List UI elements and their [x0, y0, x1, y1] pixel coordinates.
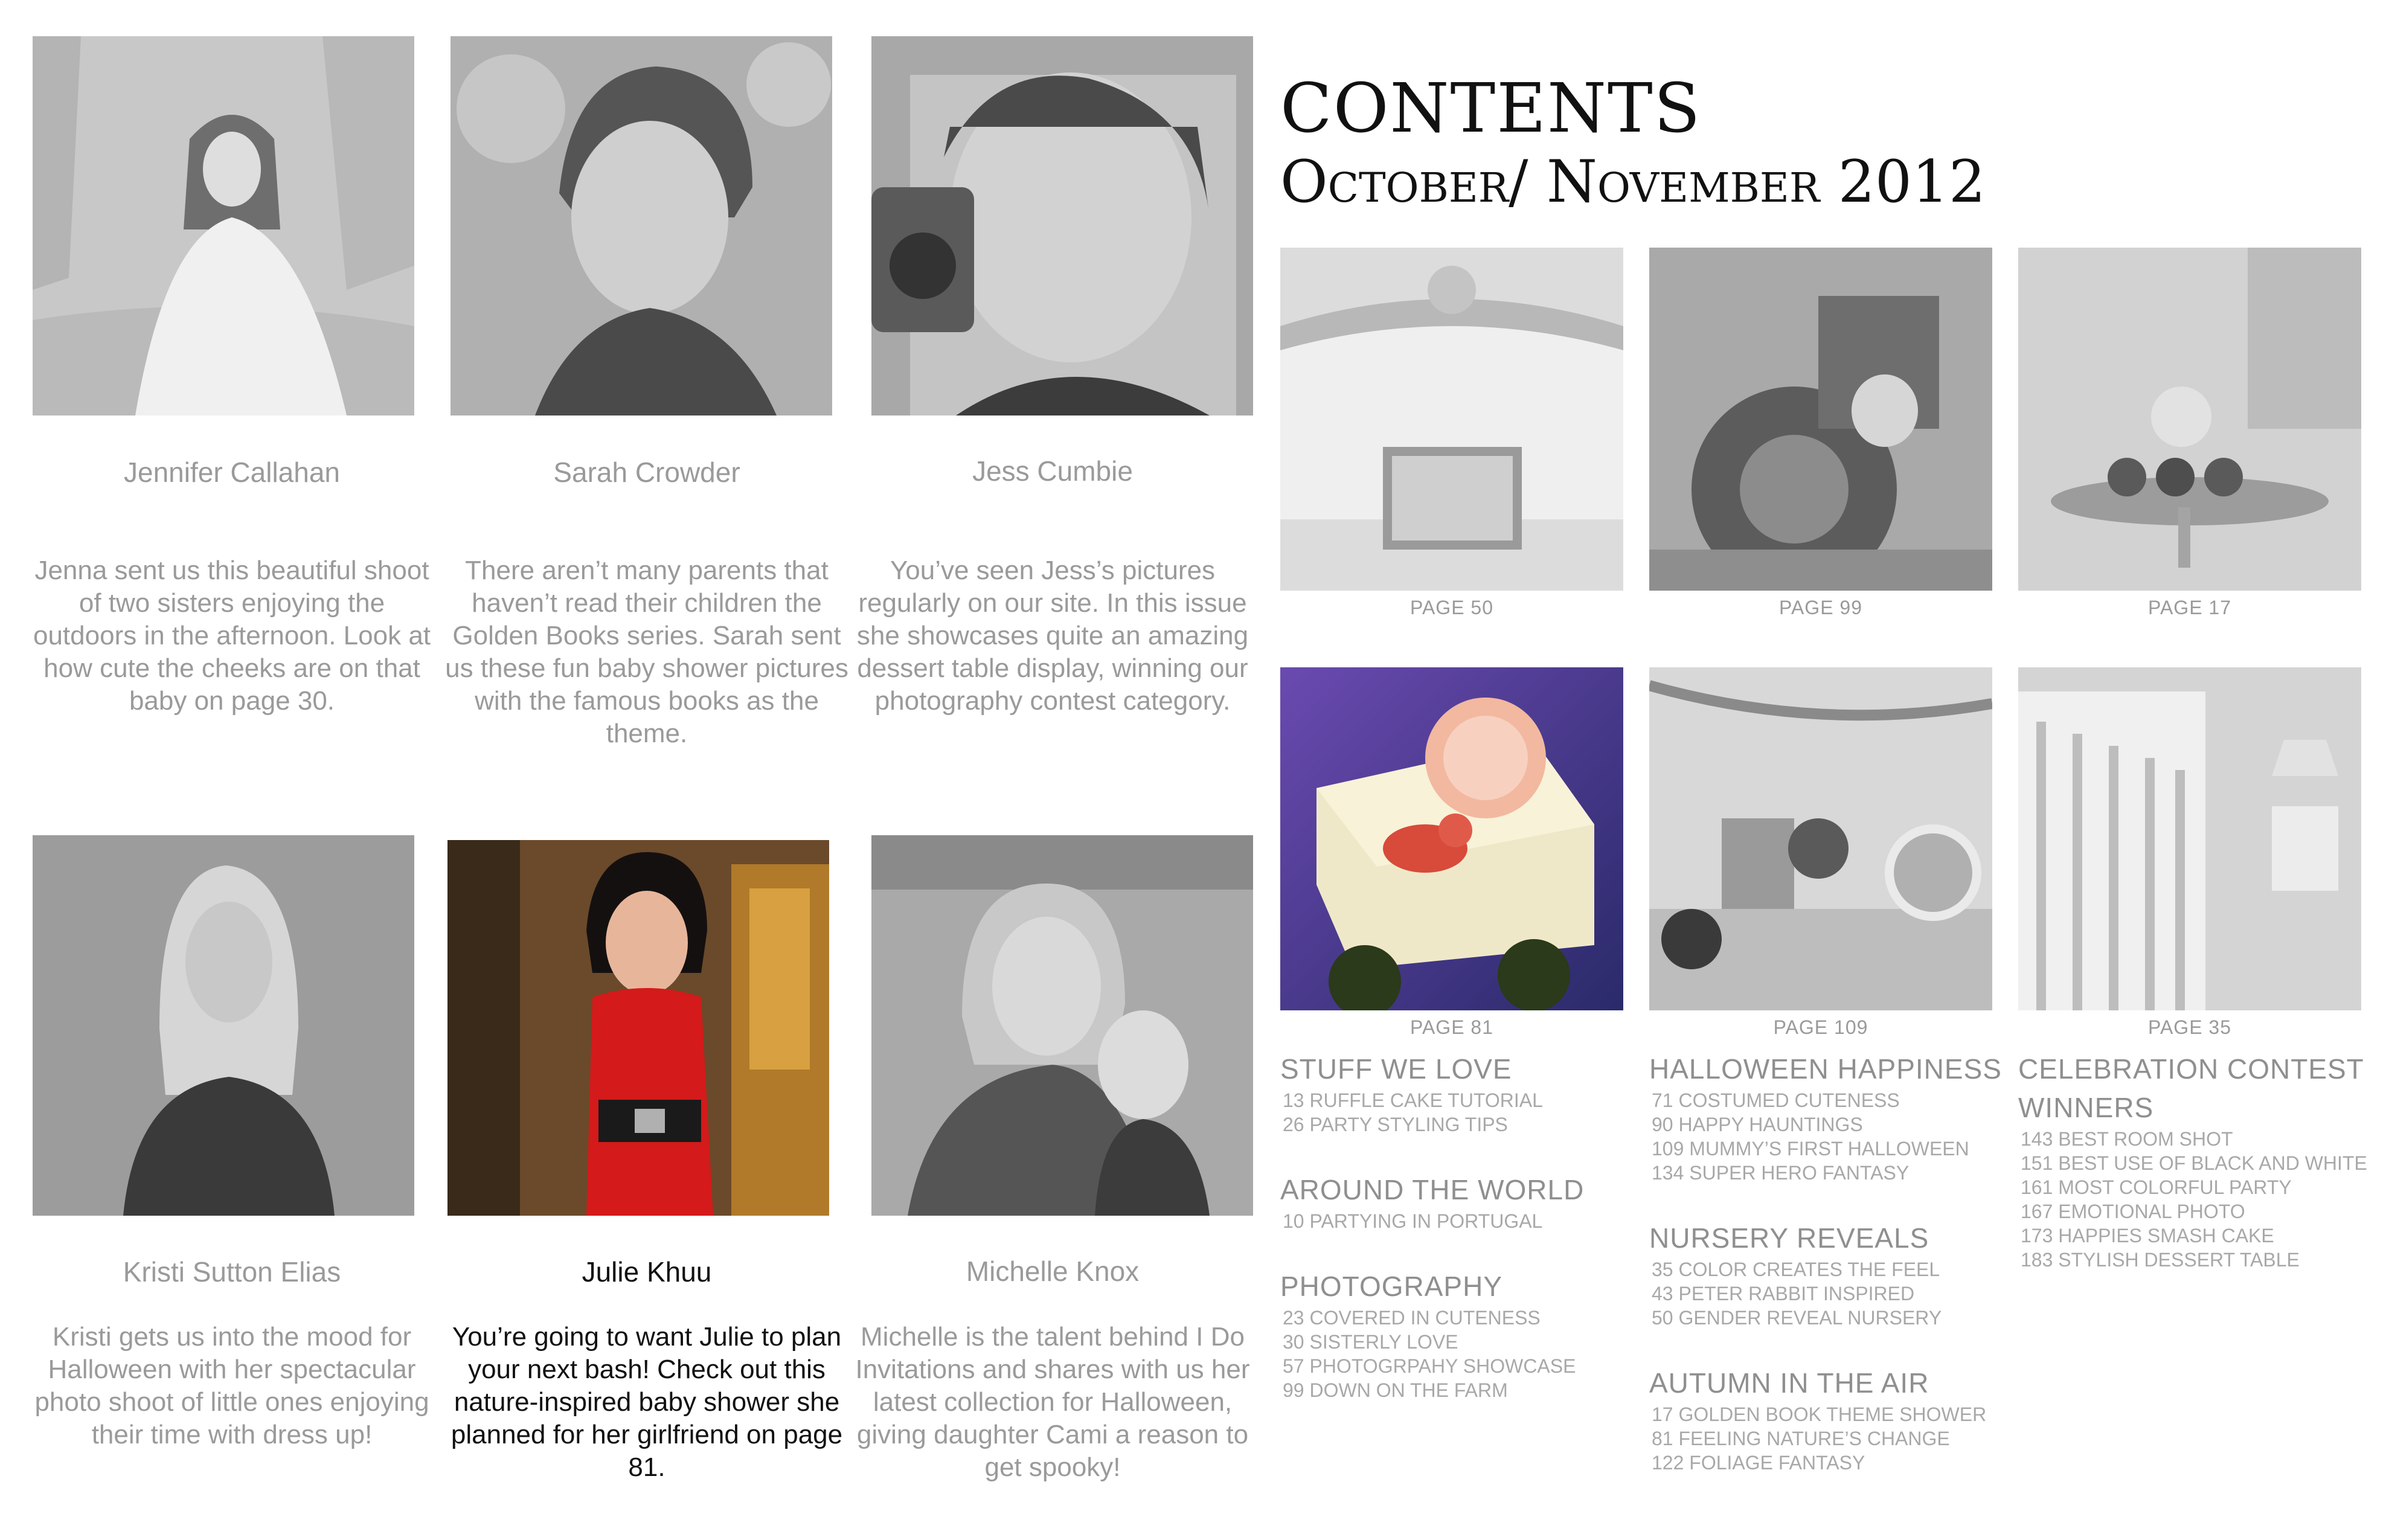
section-item: 13 RUFFLE CAKE TUTORIAL [1283, 1089, 1543, 1111]
woman-in-red-dress-photo [447, 840, 829, 1216]
mother-and-daughter-photo [871, 835, 1253, 1216]
section-item: 17 GOLDEN BOOK THEME SHOWER [1652, 1404, 1987, 1425]
contributor-name: Jennifer Callahan [123, 457, 340, 488]
contents-section [2018, 1050, 2368, 1272]
section-item: 81 FEELING NATURE’S CHANGE [1652, 1428, 1950, 1449]
contributor-bio: Kristi gets us into the mood for Halloween with her spectacular photo shoot of little ones enjoying their time with dress up! [34, 1322, 429, 1449]
contributor-bio: You’re going to want Julie to plan your next bash! Check out this nature-inspired baby shower she planned for her girlfriend on page 81. [451, 1322, 843, 1482]
page-label: PAGE 50 [1409, 597, 1494, 618]
section-item: 151 BEST USE OF BLACK AND WHITE [2021, 1152, 2367, 1174]
section-item: 161 MOST COLORFUL PARTY [2021, 1176, 2292, 1198]
contents-column-1 [1280, 1050, 1643, 1436]
cupcake-display-photo [2018, 248, 2361, 591]
contributor-name: Michelle Knox [966, 1256, 1140, 1287]
contributor-bio: Michelle is the talent behind I Do Invitations and shares with us her latest collection for Halloween, giving daughter Cami a reason to get spooky! [855, 1322, 1250, 1482]
contributor-bio: Jenna sent us this beautiful shoot of two sisters enjoying the outdoors in the afternoon. Look at how cute the cheeks are on that baby on page 30. [33, 556, 431, 716]
page-label: PAGE 109 [1773, 1016, 1868, 1038]
section-title: AUTUMN IN THE AIR [1649, 1367, 1929, 1399]
section-item: 26 PARTY STYLING TIPS [1283, 1114, 1508, 1135]
page-label: PAGE 17 [2147, 597, 2232, 618]
section-title: STUFF WE LOVE [1280, 1053, 1512, 1085]
section-item: 122 FOLIAGE FANTASY [1652, 1452, 1865, 1474]
section-item: 23 COVERED IN CUTENESS [1283, 1307, 1541, 1329]
section-item: 35 COLOR CREATES THE FEEL [1652, 1259, 1940, 1280]
contents-section [1649, 1364, 2012, 1475]
halloween-table-photo [1649, 667, 1992, 1010]
contents-section [1280, 1170, 1643, 1233]
woman-in-white-dress-photo [33, 36, 414, 415]
section-item: 134 SUPER HERO FANTASY [1652, 1162, 1910, 1184]
bird-cake-photo [1280, 667, 1623, 1010]
section-item: 109 MUMMY’S FIRST HALLOWEEN [1652, 1138, 1969, 1160]
section-item: 99 DOWN ON THE FARM [1283, 1379, 1508, 1401]
white-crib-photo [2018, 667, 2361, 1010]
contributor-name: Sarah Crowder [553, 457, 740, 488]
contents-column-3 [2018, 1050, 2368, 1306]
section-item: 57 PHOTOGRPAHY SHOWCASE [1283, 1355, 1576, 1377]
smiling-woman-portrait-photo [451, 36, 832, 415]
section-title: PHOTOGRAPHY [1280, 1271, 1502, 1302]
contributor-name: Kristi Sutton Elias [123, 1256, 341, 1288]
nursery-crib-photo [1280, 248, 1623, 591]
contents-section [1280, 1267, 1643, 1402]
section-item: 50 GENDER REVEAL NURSERY [1652, 1307, 1942, 1329]
contents-section [1280, 1050, 1643, 1137]
contributor-bio: There aren’t many parents that haven’t read their children the Golden Books series. Sarah sent us these fun baby shower pictures with the famous books as the theme. [445, 556, 848, 748]
contents-section [1649, 1219, 2012, 1330]
section-item: 30 SISTERLY LOVE [1283, 1331, 1458, 1353]
page-label: PAGE 99 [1778, 597, 1863, 618]
section-item: 71 COSTUMED CUTENESS [1652, 1089, 1900, 1111]
blonde-woman-portrait-photo [33, 835, 414, 1216]
section-item: 143 BEST ROOM SHOT [2021, 1128, 2233, 1150]
contents-section [1649, 1050, 2012, 1185]
contributor-bio: You’ve seen Jess’s pictures regularly on our site. In this issue she showcases quite an amazing dessert table display, winning our photography contest category. [856, 556, 1249, 716]
contributor-name: Julie Khuu [582, 1256, 712, 1288]
contributor-name: Jess Cumbie [972, 455, 1133, 487]
section-item: 43 PETER RABBIT INSPIRED [1652, 1283, 1915, 1304]
section-title: CELEBRATION CONTEST WINNERS [2018, 1053, 2364, 1123]
contents-title: CONTENTS [1280, 69, 1702, 148]
section-title: NURSERY REVEALS [1649, 1222, 1929, 1254]
page-label: PAGE 35 [2147, 1016, 2232, 1038]
contents-column-2 [1649, 1050, 2012, 1509]
section-title: AROUND THE WORLD [1280, 1174, 1585, 1205]
section-item: 10 PARTYING IN PORTUGAL [1283, 1210, 1543, 1232]
issue-date: October/ November 2012 [1280, 148, 1986, 216]
section-title: HALLOWEEN HAPPINESS [1649, 1053, 2002, 1085]
baby-on-tractor-photo [1649, 248, 1992, 591]
woman-with-camera-photo [871, 36, 1253, 415]
section-item: 183 STYLISH DESSERT TABLE [2021, 1249, 2300, 1271]
page-label: PAGE 81 [1409, 1016, 1494, 1038]
section-item: 173 HAPPIES SMASH CAKE [2021, 1225, 2274, 1246]
section-item: 167 EMOTIONAL PHOTO [2021, 1201, 2245, 1222]
section-item: 90 HAPPY HAUNTINGS [1652, 1114, 1863, 1135]
